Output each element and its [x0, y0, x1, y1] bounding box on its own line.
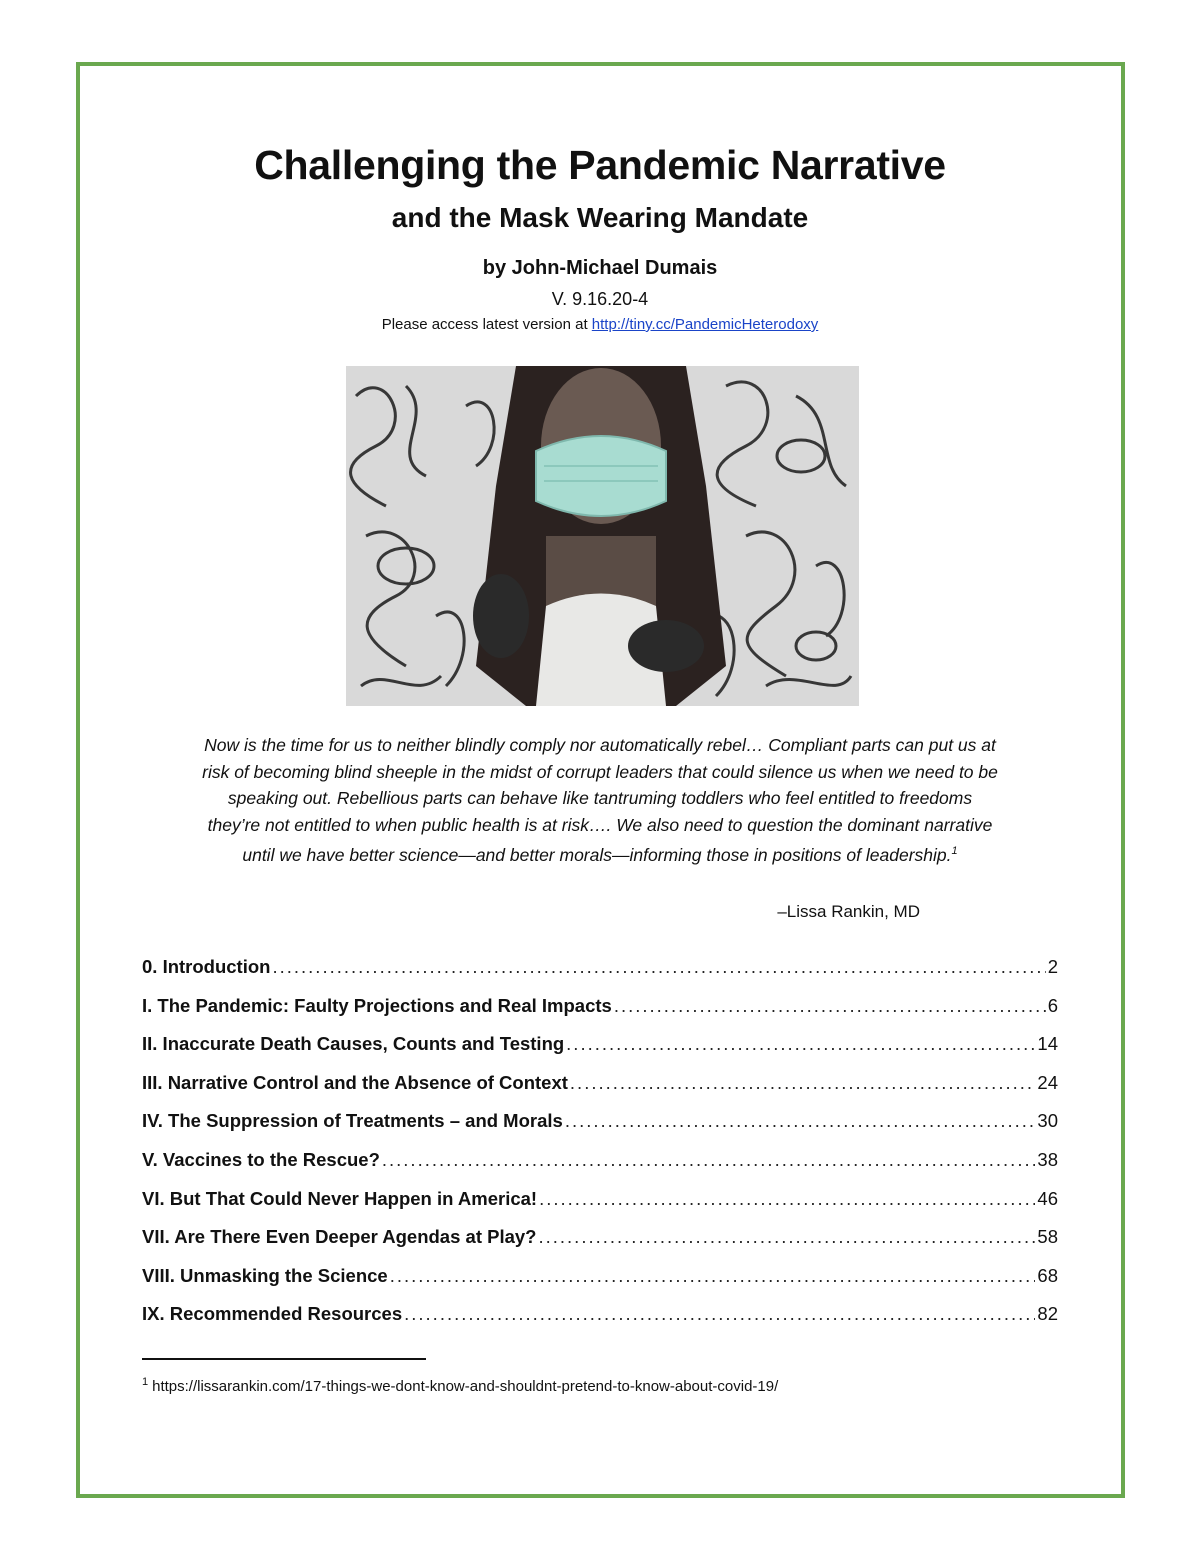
- toc-leader-dots: [539, 1188, 1035, 1210]
- toc-entry-pandemic[interactable]: [142, 995, 1058, 1034]
- toc-entry-page: 82: [1037, 1303, 1058, 1325]
- toc-entry-page: 30: [1037, 1110, 1058, 1132]
- access-prefix: Please access latest version at: [381, 316, 592, 333]
- toc-entry-page: 68: [1037, 1264, 1058, 1286]
- toc-leader-dots: [390, 1265, 1036, 1287]
- toc-entry-page: 46: [1037, 1187, 1058, 1209]
- toc-entry-title: VII. Are There Even Deeper Agendas at Play?: [142, 1226, 537, 1248]
- toc-entry-america[interactable]: [142, 1188, 1058, 1227]
- footnote-number: 1: [142, 1376, 149, 1388]
- footnote: [142, 1376, 1062, 1395]
- toc-entry-page: 24: [1037, 1071, 1058, 1093]
- author-line: by John-Michael Dumais: [482, 257, 718, 279]
- toc-entry-treatments[interactable]: [142, 1110, 1058, 1149]
- toc-entry-resources[interactable]: [142, 1303, 1058, 1342]
- toc-leader-dots: [538, 1226, 1035, 1248]
- toc-entry-vaccines[interactable]: [142, 1149, 1058, 1188]
- toc-entry-title: IX. Recommended Resources: [142, 1303, 403, 1325]
- toc-leader-dots: [272, 956, 1045, 978]
- epigraph-quote: [200, 732, 1000, 868]
- toc-leader-dots: [566, 1033, 1035, 1055]
- toc-entry-page: 14: [1037, 1033, 1058, 1055]
- footnote-divider: [142, 1358, 426, 1360]
- quote-attribution: –Lissa Rankin, MD: [777, 902, 920, 921]
- cover-photo-masked-woman: [346, 366, 859, 706]
- toc-entry-page: 58: [1037, 1226, 1058, 1248]
- toc-entry-page: 6: [1047, 994, 1058, 1016]
- toc-entry-page: 38: [1037, 1148, 1058, 1170]
- access-line: [0, 316, 1200, 333]
- latest-version-link[interactable]: http://tiny.cc/PandemicHeterodoxy: [591, 316, 819, 333]
- quote-text: Now is the time for us to neither blindly comply nor automatically rebel… Compliant parts can put us at risk of becoming blind sheeple in the midst of corrupt leaders that could silence us when we need to be speaking out. Rebellious parts can behave like tantruming toddlers who feel entitled to freedoms they’re not entitled to when public health is at risk…. We also need to question the dominant narrative until we have better science—and better morals—informing those in positions of leadership.: [202, 735, 998, 865]
- version-line: V. 9.16.20-4: [551, 289, 649, 309]
- toc-entry-unmasking[interactable]: [142, 1265, 1058, 1304]
- toc-leader-dots: [382, 1149, 1036, 1171]
- toc-entry-page: 2: [1047, 956, 1058, 977]
- toc-leader-dots: [404, 1303, 1035, 1325]
- toc-entry-title: V. Vaccines to the Rescue?: [142, 1148, 380, 1170]
- toc-entry-agendas[interactable]: [142, 1226, 1058, 1265]
- toc-entry-death-causes[interactable]: [142, 1033, 1058, 1072]
- table-of-contents: [142, 956, 1058, 1342]
- document-subtitle: and the Mask Wearing Mandate: [391, 202, 809, 233]
- toc-leader-dots: [614, 995, 1046, 1017]
- toc-leader-dots: [570, 1072, 1036, 1094]
- document-title: Challenging the Pandemic Narrative: [254, 142, 946, 188]
- toc-entry-title: IV. The Suppression of Treatments – and Morals: [142, 1110, 563, 1132]
- cover-photo-illustration: [346, 366, 859, 706]
- toc-entry-title: 0. Introduction: [142, 956, 271, 977]
- toc-entry-title: I. The Pandemic: Faulty Projections and Real Impacts: [142, 994, 612, 1016]
- toc-entry-introduction[interactable]: [142, 956, 1058, 995]
- toc-leader-dots: [565, 1110, 1036, 1132]
- toc-entry-title: II. Inaccurate Death Causes, Counts and Testing: [142, 1033, 565, 1055]
- footnote-url[interactable]: https://lissarankin.com/17-things-we-dont-know-and-shouldnt-pretend-to-know-about-covid-19/: [152, 1378, 779, 1395]
- toc-entry-title: VI. But That Could Never Happen in America!: [142, 1187, 538, 1209]
- quote-footnote-ref[interactable]: 1: [951, 845, 958, 857]
- toc-entry-title: VIII. Unmasking the Science: [142, 1264, 388, 1286]
- toc-entry-title: III. Narrative Control and the Absence of Context: [142, 1071, 568, 1093]
- toc-entry-narrative-control[interactable]: [142, 1072, 1058, 1111]
